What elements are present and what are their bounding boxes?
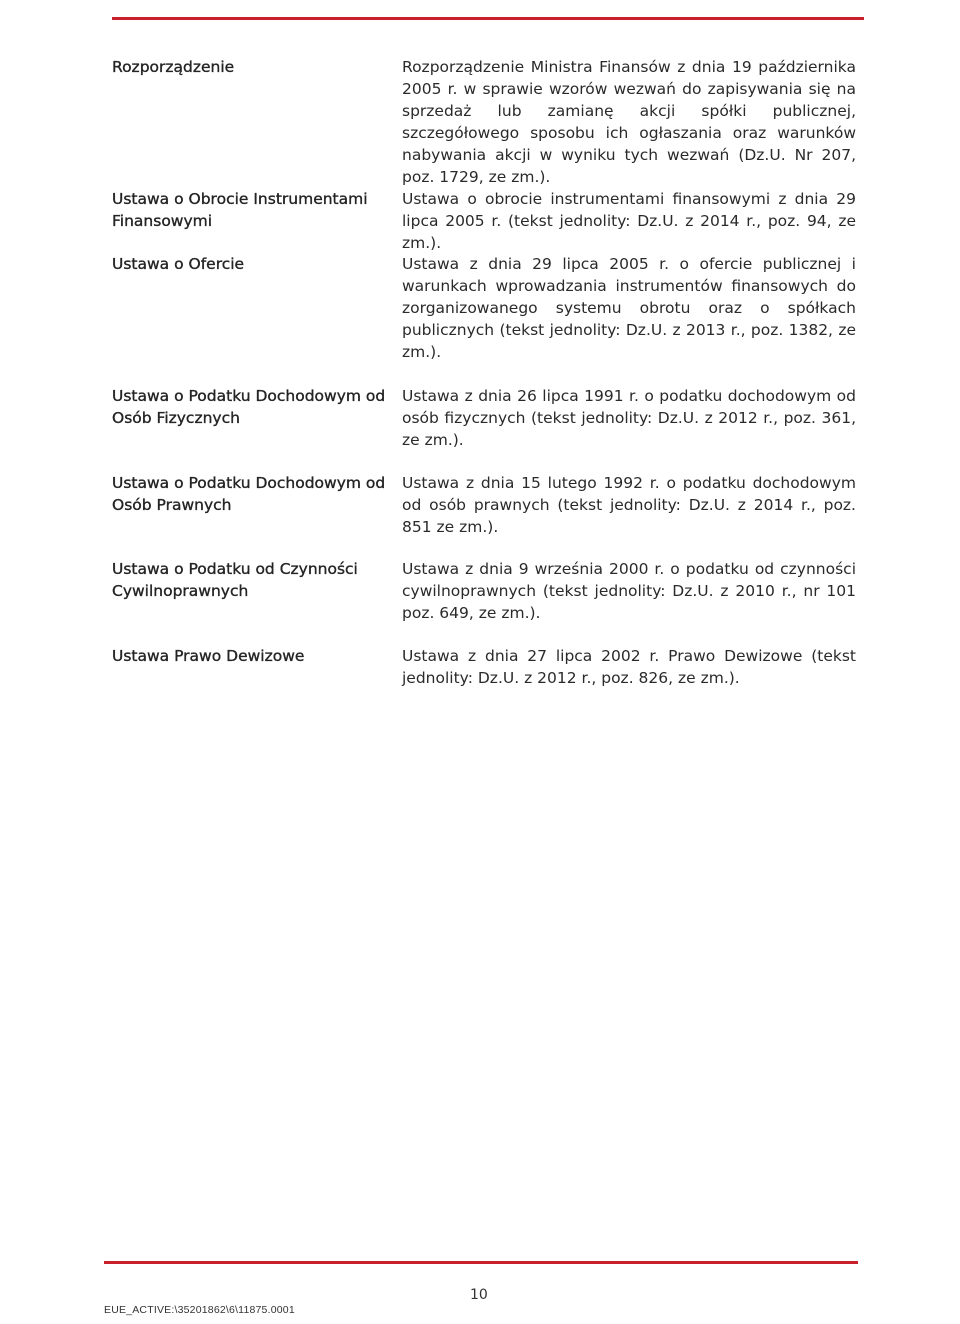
definition-term: Ustawa o Obrocie Instrumentami Finansowymi <box>112 190 368 230</box>
definition-description: Ustawa z dnia 29 lipca 2005 r. o ofercie publicznej i warunkach wprowadzania instrumentów finansowych do zorganizowanego systemu obrotu oraz o spółkach publicznych (tekst jednolity: Dz.U. z 2013 r., poz. 1382, ze zm.). <box>402 255 856 361</box>
definition-term: Ustawa Prawo Dewizowe <box>112 647 305 665</box>
top-divider <box>112 17 864 20</box>
definition-term: Ustawa o Podatku od Czynności Cywilnoprawnych <box>112 560 358 600</box>
definition-description: Ustawa z dnia 9 września 2000 r. o podatku od czynności cywilnoprawnych (tekst jednolity: Dz.U. z 2010 r., nr 101 poz. 649, ze zm.). <box>402 560 856 622</box>
definition-term: Rozporządzenie <box>112 58 235 76</box>
definition-description: Ustawa z dnia 27 lipca 2002 r. Prawo Dewizowe (tekst jednolity: Dz.U. z 2012 r., poz. 826, ze zm.). <box>402 647 856 687</box>
definition-description: Ustawa z dnia 15 lutego 1992 r. o podatku dochodowym od osób prawnych (tekst jednolity: Dz.U. z 2014 r., poz. 851 ze zm.). <box>402 474 856 536</box>
page-number: 10 <box>470 1287 488 1303</box>
definition-term: Ustawa o Ofercie <box>112 255 245 273</box>
bottom-divider <box>104 1261 858 1264</box>
definition-description: Rozporządzenie Ministra Finansów z dnia 19 października 2005 r. w sprawie wzorów wezwań do zapisywania się na sprzedaż lub zamianę akcji spółki publicznej, szczegółowego sposobu ich ogłaszania oraz warunków nabywania akcji w wyniku tych wezwań (Dz.U. Nr 207, poz. 1729, ze zm.). <box>402 58 856 186</box>
definition-term: Ustawa o Podatku Dochodowym od Osób Prawnych <box>112 474 386 514</box>
definition-description: Ustawa z dnia 26 lipca 1991 r. o podatku dochodowym od osób fizycznych (tekst jednolity: Dz.U. z 2012 r., poz. 361, ze zm.). <box>402 387 856 449</box>
definition-term: Ustawa o Podatku Dochodowym od Osób Fizycznych <box>112 387 386 427</box>
definition-description: Ustawa o obrocie instrumentami finansowymi z dnia 29 lipca 2005 r. (tekst jednolity: Dz.U. z 2014 r., poz. 94, ze zm.). <box>402 190 856 252</box>
document-id: EUE_ACTIVE:\35201862\6\11875.0001 <box>104 1304 295 1316</box>
